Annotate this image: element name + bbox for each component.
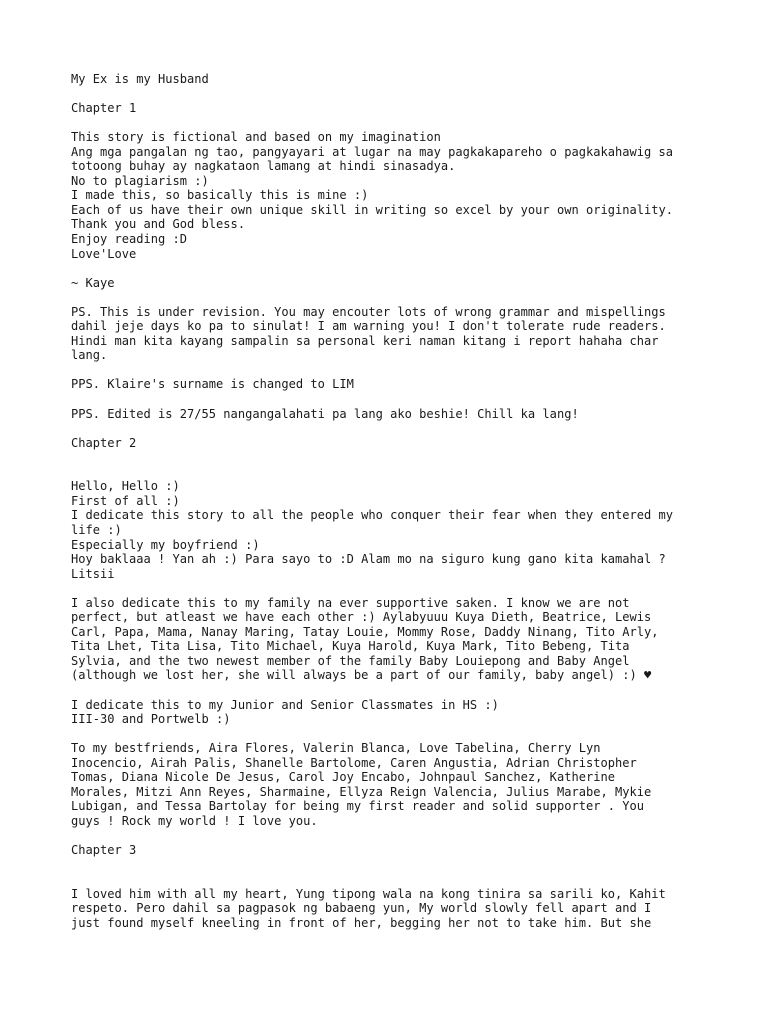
text-line: First of all :) <box>71 493 180 508</box>
text-line: I loved him with all my heart, Yung tipong wala na kong tinira sa sarili ko, Kahit <box>71 886 666 901</box>
document-text <box>71 72 751 930</box>
text-line: (although we lost her, she will always be a part of our family, baby angel) :) ♥ <box>71 668 652 683</box>
blank-line <box>71 363 751 378</box>
blank-line <box>71 261 751 276</box>
text-line: Chapter 1 <box>71 101 137 116</box>
text-line: I dedicate this story to all the people who conquer their fear when they entered my <box>71 508 673 523</box>
text-line: No to plagiarism :) <box>71 173 209 188</box>
blank-line <box>71 683 751 698</box>
text-line: Ang mga pangalan ng tao, pangyayari at lugar na may pagkakapareho o pagkakahawig sa <box>71 144 673 159</box>
text-line: perfect, but atleast we have each other :) Aylabyuuu Kuya Dieth, Beatrice, Lewis <box>71 610 652 625</box>
text-line: life :) <box>71 522 122 537</box>
text-line: respeto. Pero dahil sa pagpasok ng babaeng yun, My world slowly fell apart and I <box>71 901 652 916</box>
blank-line <box>71 581 751 596</box>
text-line: PPS. Klaire's surname is changed to LIM <box>71 377 354 392</box>
blank-line <box>71 87 751 102</box>
text-line: Inocencio, Airah Palis, Shanelle Bartolome, Caren Angustia, Adrian Christopher <box>71 755 637 770</box>
text-line: Love'Love <box>71 246 137 261</box>
text-line: Hoy baklaaa ! Yan ah :) Para sayo to :D Alam mo na siguro kung gano kita kamahal ? <box>71 552 666 567</box>
blank-line <box>71 727 751 742</box>
text-line: Chapter 2 <box>71 435 137 450</box>
blank-line <box>71 450 751 465</box>
text-line: Enjoy reading :D <box>71 232 188 247</box>
text-line: III-30 and Portwelb :) <box>71 712 231 727</box>
blank-line <box>71 116 751 131</box>
text-line: lang. <box>71 348 108 363</box>
text-line: PS. This is under revision. You may encouter lots of wrong grammar and mispellings <box>71 304 666 319</box>
text-line: Hindi man kita kayang sampalin sa personal keri naman kitang i report hahaha char <box>71 333 659 348</box>
text-line: Each of us have their own unique skill in writing so excel by your own originality. <box>71 202 673 217</box>
text-line: Morales, Mitzi Ann Reyes, Sharmaine, Ellyza Reign Valencia, Julius Marabe, Mykie <box>71 784 652 799</box>
blank-line <box>71 465 751 480</box>
text-line: Litsii <box>71 566 115 581</box>
text-line: Thank you and God bless. <box>71 217 246 232</box>
text-line: Especially my boyfriend :) <box>71 537 260 552</box>
text-line: dahil jeje days ko pa to sinulat! I am warning you! I don't tolerate rude readers. <box>71 319 666 334</box>
text-line: I dedicate this to my Junior and Senior Classmates in HS :) <box>71 697 499 712</box>
blank-line <box>71 290 751 305</box>
blank-line <box>71 828 751 843</box>
text-line: guys ! Rock my world ! I love you. <box>71 813 318 828</box>
text-line: Lubigan, and Tessa Bartolay for being my first reader and solid supporter . You <box>71 799 644 814</box>
blank-line <box>71 421 751 436</box>
text-line: Tomas, Diana Nicole De Jesus, Carol Joy Encabo, Johnpaul Sanchez, Katherine <box>71 770 615 785</box>
text-line: Sylvia, and the two newest member of the family Baby Louiepong and Baby Angel <box>71 653 630 668</box>
text-line: Chapter 3 <box>71 842 137 857</box>
text-line: Tita Lhet, Tita Lisa, Tito Michael, Kuya Harold, Kuya Mark, Tito Bebeng, Tita <box>71 639 630 654</box>
text-line: PPS. Edited is 27/55 nangangalahati pa lang ako beshie! Chill ka lang! <box>71 406 579 421</box>
text-line: Carl, Papa, Mama, Nanay Maring, Tatay Louie, Mommy Rose, Daddy Ninang, Tito Arly, <box>71 624 659 639</box>
blank-line <box>71 872 751 887</box>
text-line: Hello, Hello :) <box>71 479 180 494</box>
text-line: To my bestfriends, Aira Flores, Valerin Blanca, Love Tabelina, Cherry Lyn <box>71 741 601 756</box>
text-line: I made this, so basically this is mine :) <box>71 188 369 203</box>
text-line: I also dedicate this to my family na ever supportive saken. I know we are not <box>71 595 630 610</box>
text-line: This story is fictional and based on my imagination <box>71 130 441 145</box>
text-line: ~ Kaye <box>71 275 115 290</box>
blank-line <box>71 858 751 873</box>
text-line: totoong buhay ay nagkataon lamang at hindi sinasadya. <box>71 159 456 174</box>
text-line: just found myself kneeling in front of her, begging her not to take him. But she <box>71 915 652 930</box>
blank-line <box>71 392 751 407</box>
text-line: My Ex is my Husband <box>71 72 209 86</box>
